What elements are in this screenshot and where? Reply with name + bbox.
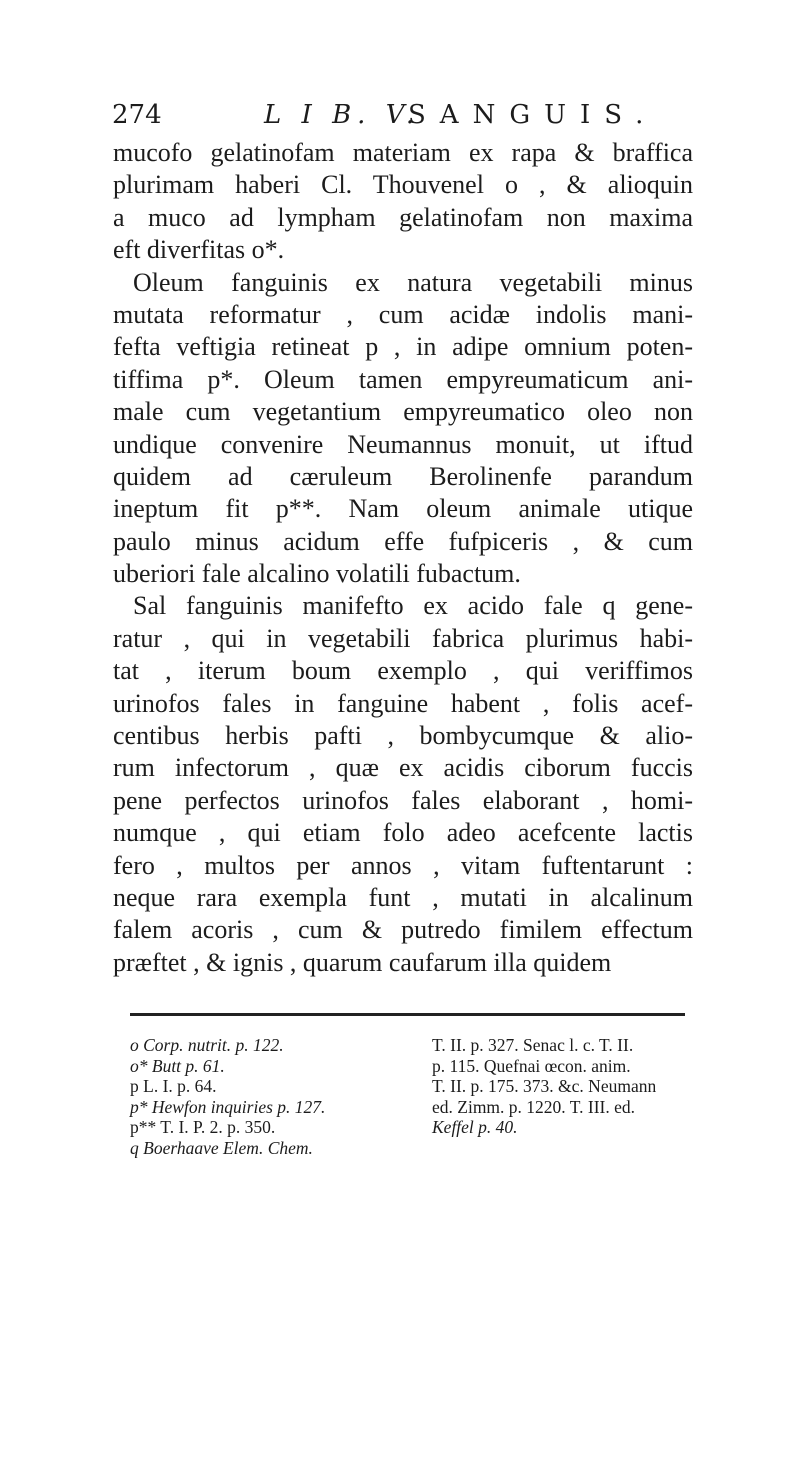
- footnote: p. 115. Quefnai œcon. anim.: [432, 1055, 631, 1076]
- text-line: falem acoris , cum & putredo fimilem effectum: [113, 915, 693, 945]
- text-line: rum infectorum , quæ ex acidis ciborum fuccis: [113, 753, 693, 783]
- text-line: fero , multos per annos , vitam fuftentarunt :: [113, 850, 693, 880]
- text-line: pene perfectos urinofos fales elaborant , homi-: [113, 785, 693, 815]
- text-line: a muco ad lympham gelatinofam non maxima: [113, 202, 693, 232]
- book-label: L I B. V.: [264, 100, 421, 130]
- text-line: tat , iterum boum exemplo , qui veriffimos: [113, 656, 693, 686]
- text-line: paulo minus acidum effe fufpiceris , & cum: [113, 526, 693, 556]
- footnotes-right-column: [432, 1035, 702, 1138]
- text-line: mutata reformatur , cum acidæ indolis mani-: [113, 299, 693, 329]
- footnote: T. II. p. 175. 373. &c. Neumann: [432, 1076, 657, 1096]
- section-title: SANGUIS.: [408, 100, 658, 130]
- text-line: neque rara exempla funt , mutati in alcalinum: [113, 882, 693, 912]
- text-line: fefta veftigia retineat p , in adipe omnium poten-: [113, 332, 693, 362]
- page-number: 274: [112, 100, 162, 130]
- text-line: mucofo gelatinofam materiam ex rapa & braffica: [113, 138, 693, 167]
- footnotes-left-column: [130, 1035, 410, 1158]
- footnote: p* Hewfon inquiries p. 127.: [130, 1096, 326, 1117]
- text-line: quidem ad cæruleum Berolinenfe parandum: [113, 461, 693, 491]
- footnote: o* Butt p. 61.: [130, 1055, 225, 1076]
- text-line: plurimam haberi Cl. Thouvenel o , & alioquin: [113, 170, 693, 200]
- footnote: T. II. p. 327. Senac l. c. T. II.: [432, 1035, 634, 1055]
- text-line: eft diverfitas o*.: [113, 235, 285, 265]
- main-text: [113, 137, 693, 979]
- footnote: Keffel p. 40.: [432, 1117, 518, 1137]
- text-line: urinofos fales in fanguine habent , folis acef-: [113, 688, 693, 718]
- text-line: centibus herbis pafti , bombycumque & alio-: [113, 721, 693, 751]
- running-header: [112, 100, 672, 140]
- footnote: p** T. I. P. 2. p. 350.: [130, 1117, 276, 1137]
- text-line: ratur , qui in vegetabili fabrica plurimus habi-: [113, 623, 693, 653]
- text-line: præftet , & ignis , quarum caufarum illa quidem: [113, 947, 612, 977]
- footnote-divider: [130, 1013, 685, 1016]
- footnote: o Corp. nutrit. p. 122.: [130, 1035, 284, 1055]
- footnote: ed. Zimm. p. 1220. T. III. ed.: [432, 1096, 635, 1117]
- text-line: ineptum fit p**. Nam oleum animale utique: [113, 494, 693, 524]
- text-line: undique convenire Neumannus monuit, ut iftud: [113, 429, 693, 459]
- text-line: Oleum fanguinis ex natura vegetabili minus: [133, 267, 693, 297]
- text-line: numque , qui etiam folo adeo acefcente lactis: [113, 818, 693, 848]
- text-line: tiffima p*. Oleum tamen empyreumaticum ani-: [113, 364, 693, 394]
- footnote: q Boerhaave Elem. Chem.: [130, 1137, 313, 1158]
- text-line: male cum vegetantium empyreumatico oleo non: [113, 397, 693, 427]
- footnote: p L. I. p. 64.: [130, 1076, 217, 1096]
- text-line: uberiori fale alcalino volatili fubactum.: [113, 559, 521, 589]
- text-line: Sal fanguinis manifefto ex acido fale q gene-: [133, 591, 693, 621]
